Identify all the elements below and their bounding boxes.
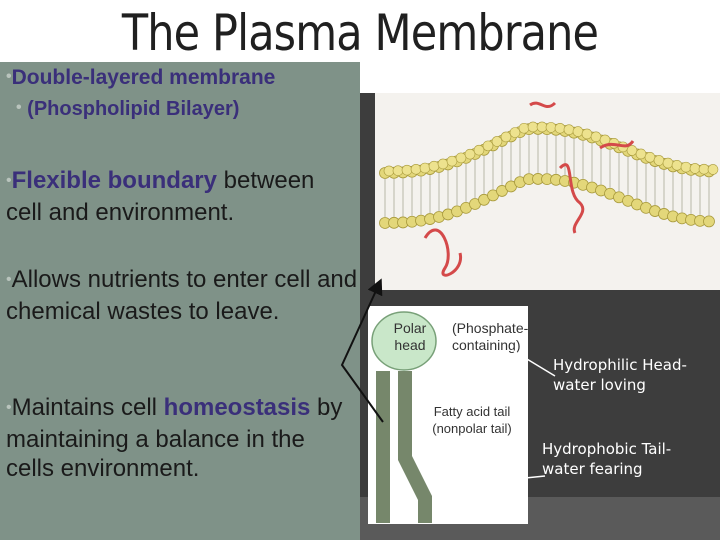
hydrophobic-pointer — [505, 476, 545, 480]
bullet-dot-icon: • — [6, 68, 12, 85]
bullet-text: Maintains cell — [11, 394, 164, 421]
bullet-dot-icon: • — [6, 271, 12, 288]
slide-title: The Plasma Membrane — [121, 4, 599, 62]
bullet-dot-icon: • — [6, 399, 12, 416]
bullet-dot-icon: • — [16, 99, 22, 116]
hydrophilic-callout: Hydrophilic Head- water loving — [553, 356, 687, 394]
emphasis-text: Flexible boundary — [11, 167, 217, 194]
bullet-dot-icon: • — [6, 172, 12, 189]
polar-head-label: Polar head — [393, 320, 427, 353]
bullet-text: Allows nutrients to enter cell and chemical wastes to leave. — [6, 266, 358, 325]
bullet-text: Double-layered membrane — [11, 66, 276, 89]
hydrophobic-callout: Hydrophobic Tail- water fearing — [542, 440, 672, 478]
arrow-line — [342, 282, 383, 422]
phosphate-label: (Phosphate-containing) — [452, 320, 529, 353]
fatty-acid-label: Fatty acid tail (nonpolar tail) — [432, 404, 512, 436]
bullet-text: by maintaining a balance in the cells environment. — [6, 394, 343, 482]
hydrophilic-pointer — [512, 350, 555, 376]
bullet-text: (Phospholipid Bilayer) — [27, 98, 240, 120]
bullet-text: between cell and environment. — [6, 167, 315, 226]
emphasis-text: homeostasis — [163, 394, 311, 421]
